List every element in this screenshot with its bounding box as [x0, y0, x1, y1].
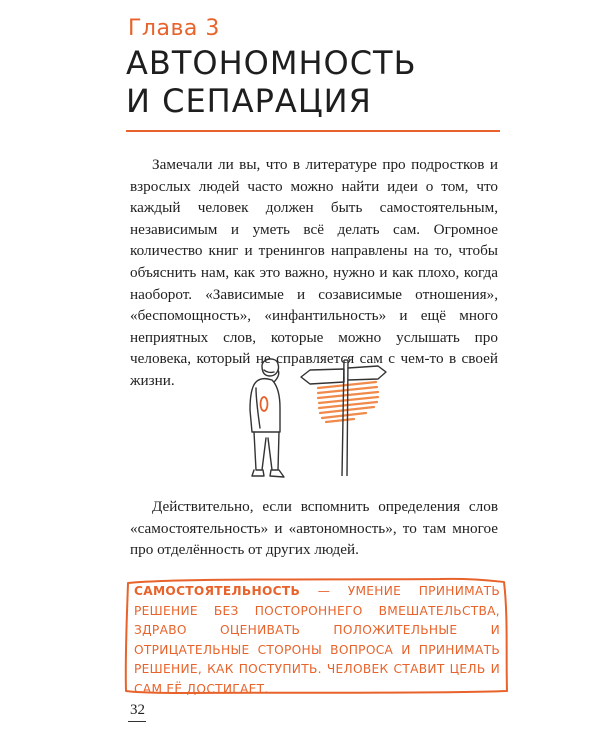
- chapter-label: Глава 3: [128, 16, 220, 41]
- body-paragraph-1: Замечали ли вы, что в литературе про подростков и взрослых людей часто можно найти идеи о том, что каждый человек должен быть самостоятельным, независимым и уметь всё делать сам. Огромное количество книг и тренингов направлены на то, чтобы объяснить нам, как это важно, нужно и как плохо, когда наоборот. «Зависимые и созависимые отношения», «беспомощность», «инфантильность» и ещё много неприятных слов, которые можно услышать про человека, который не справляется сам с чем-то в своей жизни.: [130, 156, 498, 389]
- definition-body: — УМЕНИЕ ПРИНИМАТЬ РЕШЕНИЕ БЕЗ ПОСТОРОННЕГО ВМЕШАТЕЛЬСТВА, ЗДРАВО ОЦЕНИВАТЬ ПОЛОЖИТЕЛЬНЫЕ И ОТРИЦАТЕЛЬНЫЕ СТОРОНЫ ВОПРОСА И ПРИНИМАТЬ РЕШЕНИЕ, КАК ПОСТУПИТЬ. ЧЕЛОВЕК СТАВИТ ЦЕЛЬ И САМ ЕЁ ДОСТИГАЕТ.: [134, 584, 500, 696]
- body-paragraph-2: Действительно, если вспомнить определения слов «самостоятельность» и «автономность», то там многое про отделённость от других людей.: [130, 498, 498, 559]
- person-at-signpost-illustration: [226, 352, 426, 500]
- chapter-title-line-2: И СЕПАРАЦИЯ: [126, 82, 372, 120]
- chapter-title-line-1: АВТОНОМНОСТЬ: [126, 44, 417, 82]
- signpost: [301, 360, 386, 476]
- page-number-underline: [128, 721, 146, 722]
- definition-text: [134, 582, 500, 699]
- title-underline: [126, 130, 500, 132]
- hoodie-logo: [261, 397, 268, 411]
- chapter-title: [126, 44, 417, 120]
- person-figure: [250, 359, 284, 477]
- definition-term: САМОСТОЯТЕЛЬНОСТЬ: [134, 584, 301, 598]
- page-number: 32: [130, 702, 145, 718]
